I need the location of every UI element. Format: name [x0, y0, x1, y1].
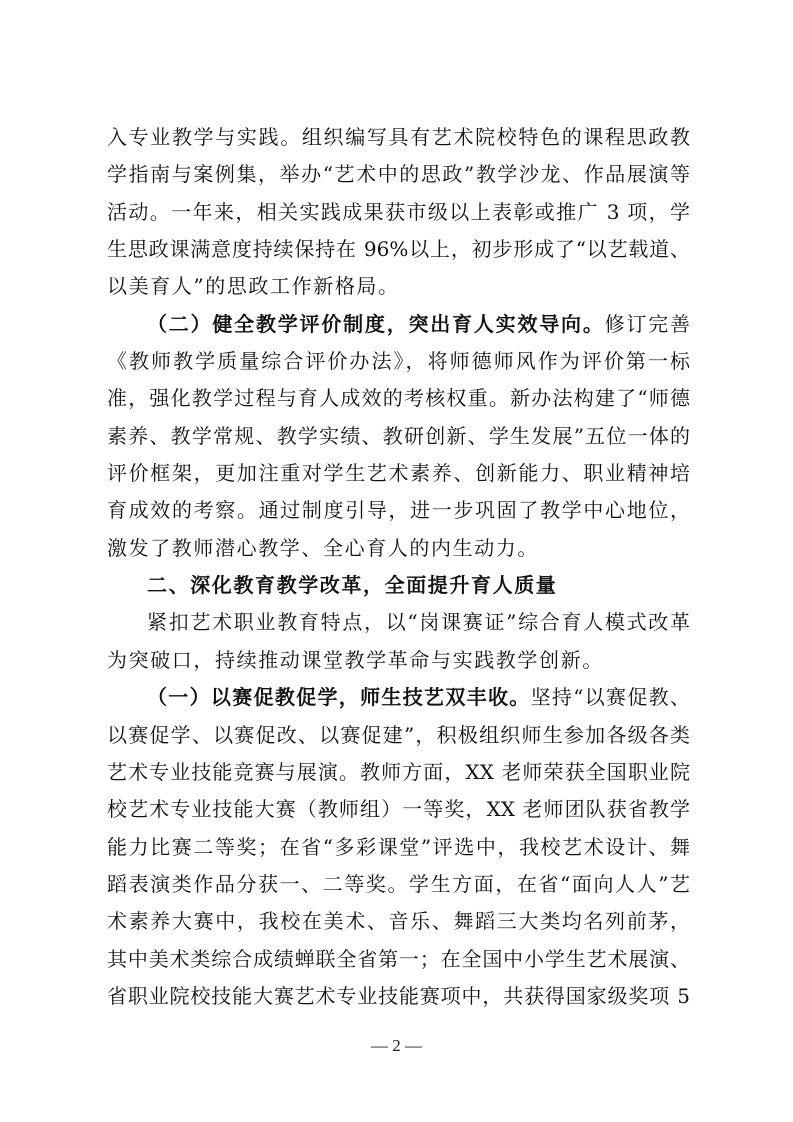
body-text: 修订完善 — [604, 311, 691, 336]
document-body — [107, 119, 690, 1015]
body-text: 紧扣艺术职业教育特点，以“岗课赛证”综合育人模式改革 — [147, 610, 690, 635]
body-text: 入专业教学与实践。组织编写具有艺术院校特色的课程思政教 — [107, 125, 690, 149]
text-line — [107, 306, 690, 343]
bold-heading-text: （一）以赛促教促学，师生技艺双丰收。 — [147, 685, 531, 710]
text-line — [107, 679, 690, 716]
body-text: 蹈表演类作品分获一、二等奖。学生方面，在省“面向人人”艺 — [107, 871, 690, 896]
body-text: 评价框架，更加注重对学生艺术素养、创新能力、职业精神培 — [107, 461, 690, 486]
text-line — [107, 380, 690, 417]
body-text: 其中美术类综合成绩蝉联全省第一；在全国中小学生艺术展演、 — [107, 946, 690, 971]
body-text: 为突破口，持续推动课堂教学革命与实践教学创新。 — [107, 647, 604, 672]
text-line — [107, 567, 690, 604]
page-number: — 2 — — [371, 1036, 422, 1055]
text-line — [107, 530, 690, 567]
text-line — [107, 604, 690, 641]
text-line — [107, 194, 690, 231]
bold-heading-text: （二）健全教学评价制度，突出育人实效导向。 — [147, 311, 605, 336]
text-line — [107, 791, 690, 828]
text-line — [107, 717, 690, 754]
body-text: 艺术专业技能竞赛与展演。教师方面，XX 老师荣获全国职业院 — [107, 759, 690, 784]
text-line — [107, 455, 690, 492]
text-line — [107, 492, 690, 529]
text-line — [107, 829, 690, 866]
body-text: 坚持“以赛促教、 — [530, 685, 690, 710]
body-text: 生思政课满意度持续保持在 96%以上，初步形成了“以艺载道、 — [107, 237, 690, 262]
body-text: 素养、教学常规、教学实绩、教研创新、学生发展”五位一体的 — [107, 423, 690, 448]
body-text: 激发了教师潜心教学、全心育人的内生动力。 — [107, 535, 539, 560]
text-line — [107, 978, 690, 1015]
text-line — [107, 642, 690, 679]
body-text: 能力比赛二等奖；在省“多彩课堂”评选中，我校艺术设计、舞 — [107, 834, 690, 859]
text-line — [107, 418, 690, 455]
body-text: 省职业院校技能大赛艺术专业技能赛项中，共获得国家级奖项 5 — [107, 983, 690, 1008]
body-text: 以赛促学、以赛促改、以赛促建”，积极组织师生参加各级各类 — [107, 722, 690, 747]
text-line — [107, 268, 690, 305]
text-line — [107, 866, 690, 903]
text-line — [107, 343, 690, 380]
text-line — [107, 903, 690, 940]
body-text: 学指南与案例集，举办“艺术中的思政”教学沙龙、作品展演等 — [107, 162, 690, 187]
body-text: 准，强化教学过程与育人成效的考核权重。新办法构建了“师德 — [107, 386, 690, 411]
text-line — [107, 119, 690, 156]
text-line — [107, 754, 690, 791]
text-line — [107, 941, 690, 978]
body-text: 术素养大赛中，我校在美术、音乐、舞蹈三大类均名列前茅， — [107, 909, 690, 934]
text-line — [107, 156, 690, 193]
body-text: 以美育人”的思政工作新格局。 — [107, 274, 400, 299]
bold-heading-text: 二、深化教育教学改革，全面提升育人质量 — [147, 573, 558, 598]
body-text: 育成效的考察。通过制度引导，进一步巩固了教学中心地位， — [107, 498, 690, 523]
text-line — [107, 231, 690, 268]
body-text: 活动。一年来，相关实践成果获市级以上表彰或推广 3 项，学 — [107, 199, 690, 224]
body-text: 校艺术专业技能大赛（教师组）一等奖，XX 老师团队获省教学 — [107, 797, 690, 822]
body-text: 《教师教学质量综合评价办法》，将师德师风作为评价第一标 — [107, 349, 690, 374]
